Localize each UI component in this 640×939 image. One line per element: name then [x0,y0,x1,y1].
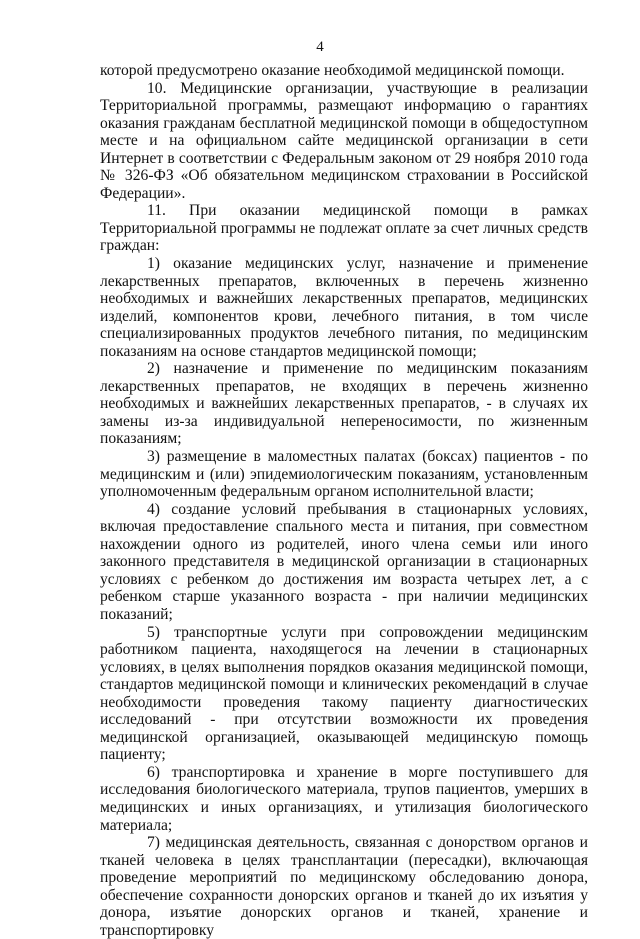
paragraph-item-10: 10. Медицинские организации, участвующие в реализации Территориальной программы, размещают информацию о гарантиях оказания гражданам бесплатной медицинской помощи в общедоступном месте и на официальном сайте медицинской организации в сети Интернет в соответствии с Федеральным законом от 29 ноября 2010 года № 326-ФЗ «Об обязательном медицинском страховании в Российской Федерации». [100,79,588,202]
subitem-1: 1) оказание медицинских услуг, назначение и применение лекарственных препаратов, включенных в перечень жизненно необходимых и важнейших лекарственных препаратов, медицинских изделий, компонентов крови, лечебного питания, в том числе специализированных продуктов лечебного питания, по медицинским показаниям на основе стандартов медицинской помощи; [100,255,588,360]
document-body [100,62,588,939]
subitem-3: 3) размещение в маломестных палатах (боксах) пациентов - по медицинским и (или) эпидемиологическим показаниям, установленным уполномоченным федеральным органом исполнительной власти; [100,448,588,501]
subitem-7: 7) медицинская деятельность, связанная с донорством органов и тканей человека в целях трансплантации (пересадки), включающая проведение мероприятий по медицинскому обследованию донора, обеспечение сохранности донорских органов и тканей до их изъятия у донора, изъятие донорских органов и тканей, хранение и транспортировку [100,834,588,939]
subitem-4: 4) создание условий пребывания в стационарных условиях, включая предоставление спального места и питания, при совместном нахождении одного из родителей, иного члена семьи или иного законного представителя в медицинской организации в стационарных условиях с ребенком до достижения им возраста четырех лет, а с ребенком старше указанного возраста - при наличии медицинских показаний; [100,500,588,623]
subitem-5: 5) транспортные услуги при сопровождении медицинским работником пациента, находящегося на лечении в стационарных условиях, в целях выполнения порядков оказания медицинской помощи, стандартов медицинской помощи и клинических рекомендаций в случае необходимости проведения такому пациенту диагностических исследований - при отсутствии возможности их проведения медицинской организацией, оказывающей медицинскую помощь пациенту; [100,623,588,764]
subitem-2: 2) назначение и применение по медицинским показаниям лекарственных препаратов, не входящих в перечень жизненно необходимых и важнейших лекарственных препаратов, - в случаях их замены из-за индивидуальной непереносимости, по жизненным показаниям; [100,360,588,448]
paragraph-continuation: которой предусмотрено оказание необходимой медицинской помощи. [100,62,565,79]
subitem-6: 6) транспортировка и хранение в морге поступившего для исследования биологического материала, трупов пациентов, умерших в медицинских и иных организациях, и утилизация биологического материала; [100,763,588,834]
paragraph-item-11: 11. При оказании медицинской помощи в рамках Территориальной программы не подлежат оплате за счет личных средств граждан: [100,202,588,255]
page-number: 4 [316,39,324,55]
